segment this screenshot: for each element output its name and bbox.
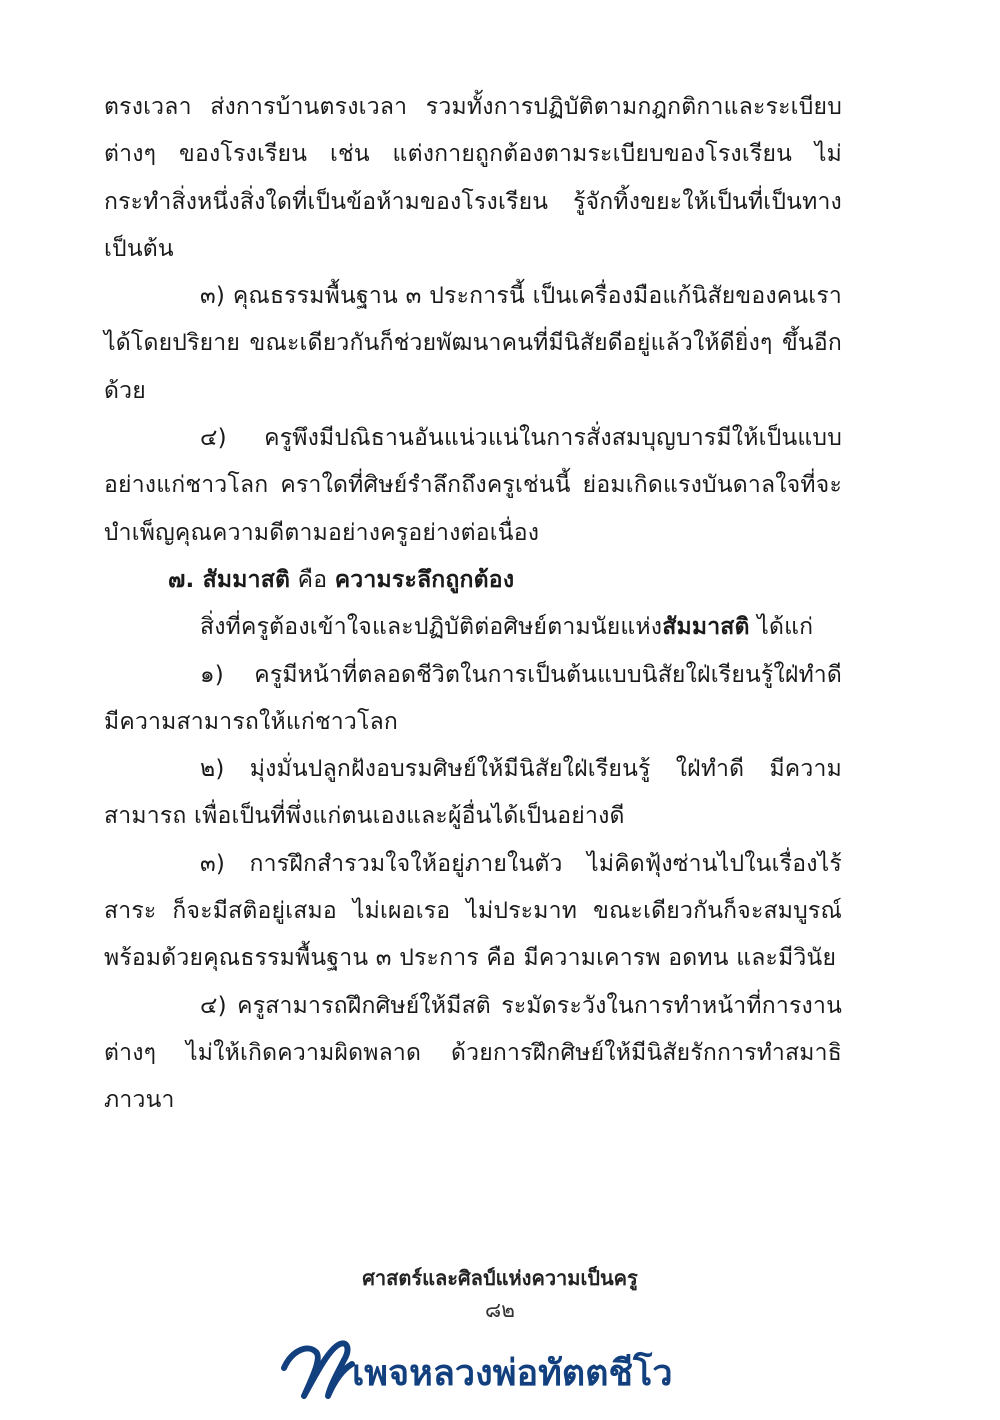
intro-bold-term: สัมมาสติ [662,614,750,641]
list-item: ๔) ครูสามารถฝึกศิษย์ให้มีสติ ระมัดระวังในการทำหน้าที่การงานต่างๆ ไม่ให้เกิดความผิดพลาด ด้วยการฝึกศิษย์ให้มีนิสัยรักการทำสมาธิภาวนา [104,992,842,1114]
body-text [104,84,842,1125]
heading-connector: คือ [290,566,335,593]
paragraph-continuation: ตรงเวลา ส่งการบ้านตรงเวลา รวมทั้งการปฏิบัติตามกฎกติกาและระเบียบต่างๆ ของโรงเรียน เช่น แต่งกายถูกต้องตามระเบียบของโรงเรียน ไม่กระทำสิ่งหนึ่งสิ่งใดที่เป็นข้อห้ามของโรงเรียน รู้จักทิ้งขยะให้เป็นที่เป็นทาง เป็นต้น [104,94,842,262]
page-number: ๘๒ [484,1298,516,1322]
book-title: ศาสตร์และศิลป์แห่งความเป็นครู [362,1266,638,1290]
heading-meaning: ความระลึกถูกต้อง [334,566,515,593]
intro-after: ได้แก่ [749,614,814,641]
brand-swirl-icon [278,1330,358,1410]
section-intro [104,604,842,651]
brand-name: เพจหลวงพ่อทัตตชีโว [352,1353,673,1394]
paragraph-item-3: ๓) คุณธรรมพื้นฐาน ๓ ประการนี้ เป็นเครื่องมือแก้นิสัยของคนเราได้โดยปริยาย ขณะเดียวกันก็ช่วยพัฒนาคนที่มีนิสัยดีอยู่แล้วให้ดียิ่งๆ ขึ้นอีกด้วย [104,283,842,404]
list-item: ๒) มุ่งมั่นปลูกฝังอบรมศิษย์ให้มีนิสัยใฝ่เรียนรู้ ใฝ่ทำดี มีความสามารถ เพื่อเป็นที่พึ่งแก่ตนเองและผู้อื่นได้เป็นอย่างดี [104,756,842,830]
brand-logo [278,1330,738,1410]
list-item: ๓) การฝึกสำรวมใจให้อยู่ภายในตัว ไม่คิดฟุ้งซ่านไปในเรื่องไร้สาระ ก็จะมีสติอยู่เสมอ ไม่เผอเรอ ไม่ประมาท ขณะเดียวกันก็จะสมบูรณ์พร้อมด้วยคุณธรรมพื้นฐาน ๓ ประการ คือ มีความเคารพ อดทน และมีวินัย [104,850,842,972]
heading-term: ๗. สัมมาสติ [168,566,291,593]
paragraph-item-4: ๔) ครูพึงมีปณิธานอันแน่วแน่ในการสั่งสมบุญบารมีให้เป็นแบบอย่างแก่ชาวโลก คราใดที่ศิษย์รำลึกถึงครูเช่นนี้ ย่อมเกิดแรงบันดาลใจที่จะบำเพ็ญคุณความดีตามอย่างครูอย่างต่อเนื่อง [104,425,842,546]
intro-text: สิ่งที่ครูต้องเข้าใจและปฏิบัติต่อศิษย์ตามนัยแห่ง [200,614,663,641]
list-item: ๑) ครูมีหน้าที่ตลอดชีวิตในการเป็นต้นแบบนิสัยใฝ่เรียนรู้ใฝ่ทำดี มีความสามารถให้แก่ชาวโลก [104,661,842,735]
section-heading [104,557,842,604]
